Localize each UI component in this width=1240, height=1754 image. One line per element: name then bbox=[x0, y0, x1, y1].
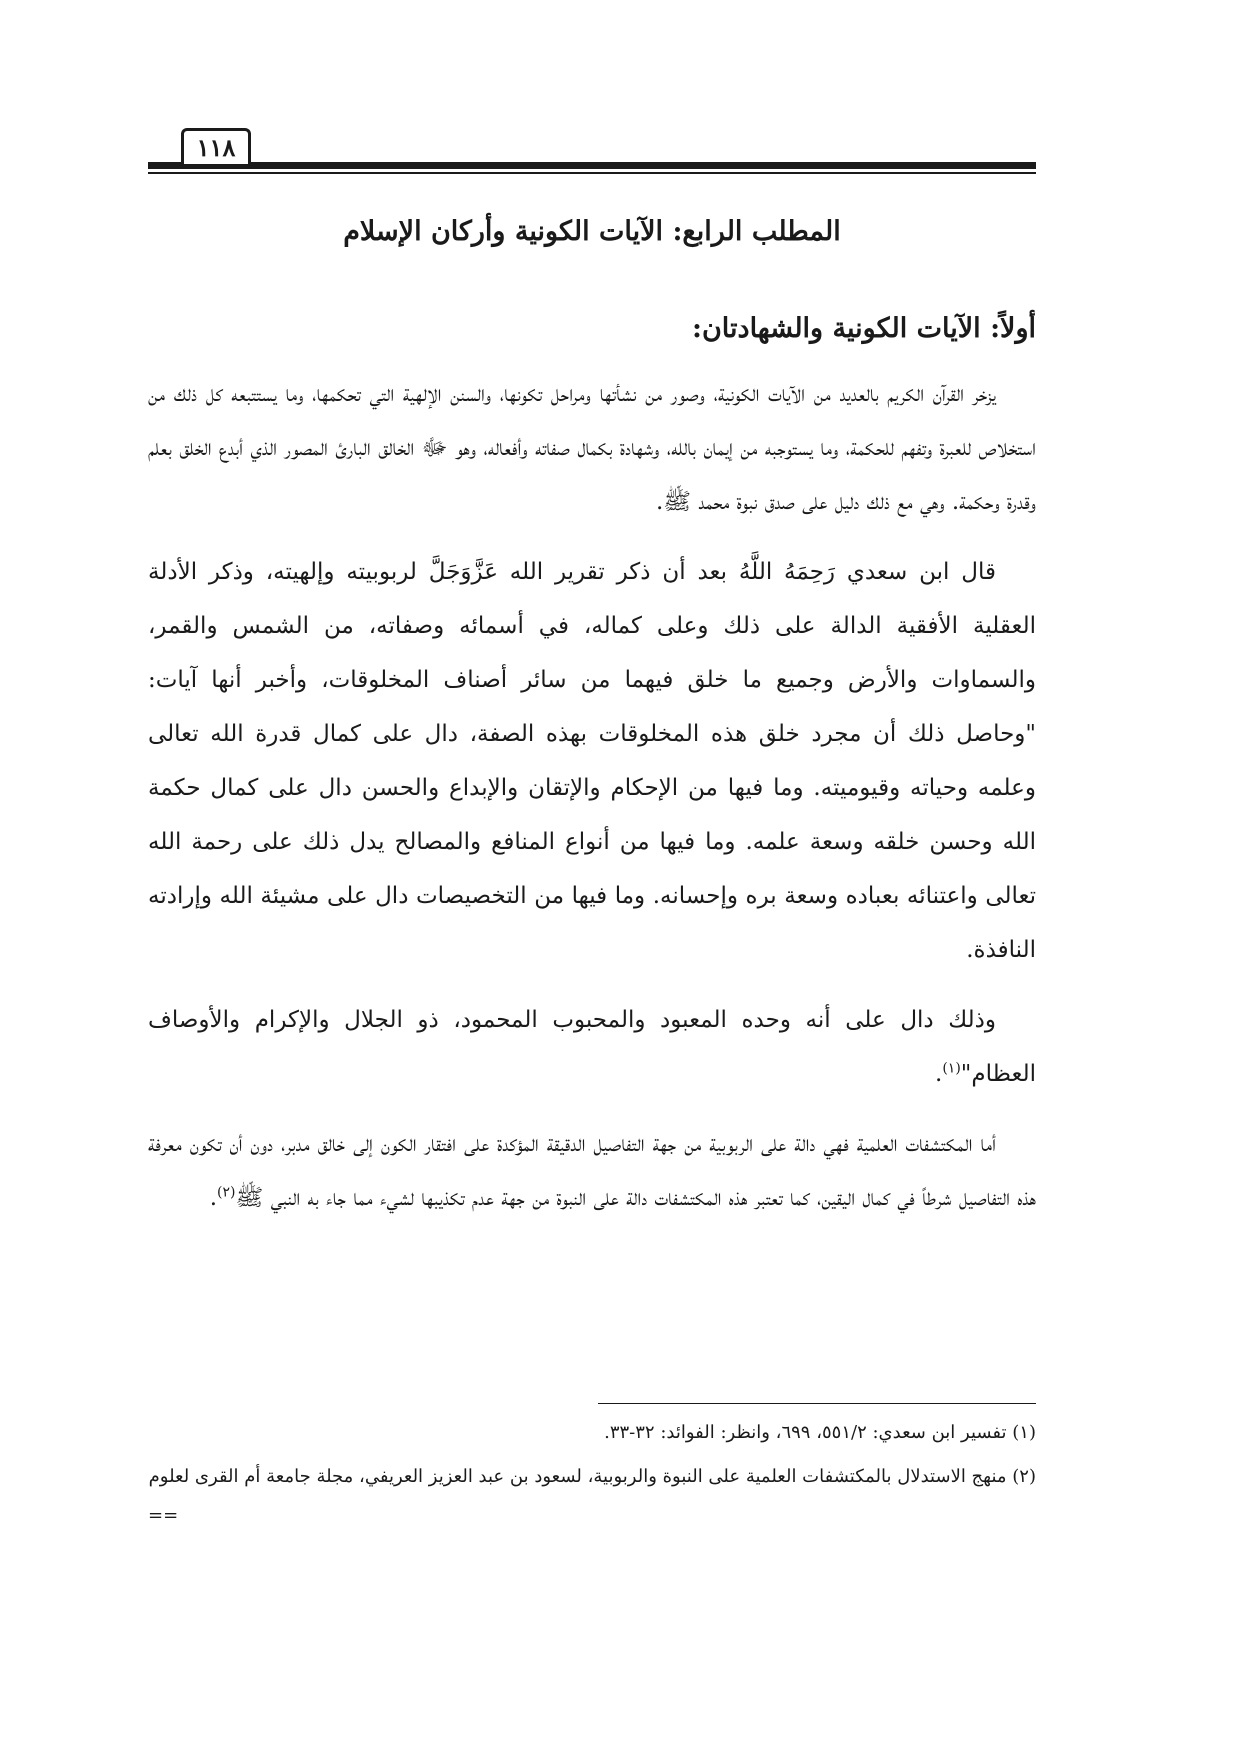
chapter-title: المطلب الرابع: الآيات الكونية وأركان الإسلام bbox=[343, 216, 841, 247]
header-rule-thick bbox=[148, 162, 1036, 169]
page-number: ١١٨ bbox=[181, 128, 251, 164]
footnote-separator bbox=[598, 1403, 1036, 1404]
paragraph-tail: . bbox=[209, 1185, 218, 1211]
page-header bbox=[148, 124, 1036, 176]
paragraph-text: يزخر القرآن الكريم بالعديد من الآيات الكونية، وصور من نشأتها ومراحل تكونها، والسنن الإلهية التي تحكمها، وما يستتبعه كل ذلك من استخلاص للعبرة وتفهم للحكمة، وما يستوجبه من إيمان بالله، وشهادة بكمال صفاته وأفعاله، وهو ﷻ الخالق البارئ المصور الذي أبدع الخلق بعلم وقدرة وحكمة. وهي مع ذلك دليل على صدق نبوة محمد ﷺ. bbox=[148, 381, 1036, 515]
paragraph-4 bbox=[148, 1117, 1036, 1225]
footnotes bbox=[148, 1418, 1036, 1506]
footnote-ref-2[interactable]: (٢) bbox=[217, 1184, 236, 1201]
section-heading: أولاً: الآيات الكونية والشهادتان: bbox=[692, 313, 1036, 344]
paragraph-3 bbox=[148, 993, 1036, 1101]
paragraph-text: وذلك دال على أنه وحده المعبود والمحبوب المحمود، ذو الجلال والإكرام والأوصاف العظام" bbox=[148, 1007, 1036, 1087]
paragraph-text: قال ابن سعدي رَحِمَهُ اللَّهُ بعد أن ذكر تقرير الله عَزَّوَجَلَّ لربوبيته وإلهيته، وذكر الأدلة العقلية الأفقية الدالة على ذلك وعلى كماله، في أسمائه وصفاته، من الشمس والقمر، والسماوات والأرض وجميع ما خلق فيهما من سائر أصناف المخلوقات، وأخبر أنها آيات: "وحاصل ذلك أن مجرد خلق هذه المخلوقات بهذه الصفة، دال على كمال قدرة الله تعالى وعلمه وحياته وقيوميته. وما فيها من الإحكام والإتقان والإبداع والحسن دال على كمال حكمة الله وحسن خلقه وسعة علمه. وما فيها من أنواع المنافع والمصالح يدل ذلك على رحمة الله تعالى واعتنائه بعباده وسعة بره وإحسانه. وما فيها من التخصيصات دال على مشيئة الله وإرادته النافذة. bbox=[148, 559, 1036, 963]
footnote-1: (١) تفسير ابن سعدي: ٥٥١/٢، ٦٩٩، وانظر: الفوائد: ٣٢-٣٣. bbox=[604, 1422, 1036, 1443]
paragraph-2 bbox=[148, 545, 1036, 977]
footnote-2: (٢) منهج الاستدلال بالمكتشفات العلمية على النبوة والربوبية، لسعود بن عبد العزيز العريفي، مجلة جامعة أم القرى لعلوم bbox=[148, 1466, 1036, 1487]
page-body bbox=[148, 212, 1036, 1241]
paragraph-1 bbox=[148, 367, 1036, 529]
footnote-continuation-mark: == bbox=[148, 1505, 179, 1526]
footnote-ref-1[interactable]: (١) bbox=[942, 1060, 961, 1077]
header-rule-thin bbox=[148, 172, 1036, 174]
paragraph-tail: . bbox=[935, 1061, 943, 1087]
paragraph-text: أما المكتشفات العلمية فهي دالة على الربوبية من جهة التفاصيل الدقيقة المؤكدة على افتقار الكون إلى خالق مدبر، دون أن تكون معرفة هذه التفاصيل شرطاً في كمال اليقين، كما تعتبر هذه المكتشفات دالة على النبوة من جهة عدم تكذيبها لشيء مما جاء به النبي ﷺ bbox=[148, 1131, 1036, 1211]
